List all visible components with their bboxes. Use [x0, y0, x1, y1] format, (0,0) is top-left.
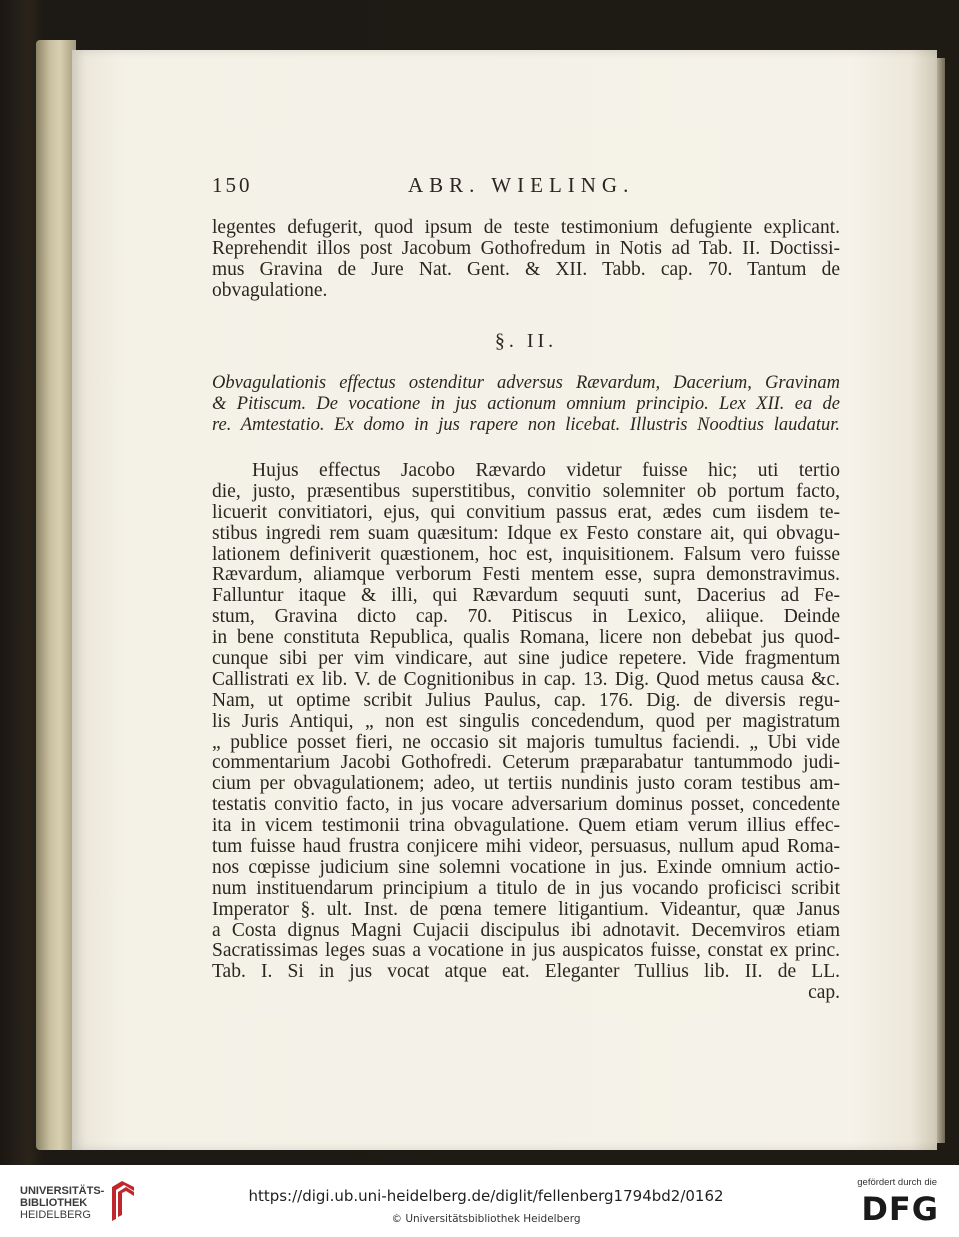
library-logo[interactable]	[20, 1185, 104, 1221]
text-line: die, justo, præsentibus superstitibus, convitio solemniter ob portum facto,	[212, 480, 840, 502]
section-summary	[212, 373, 840, 436]
text-line: testatis convitio facto, in jus vocare adversarium dominus posset, concedente	[212, 794, 840, 816]
page-fore-edge	[937, 58, 945, 1143]
text-line: legentes defugerit, quod ipsum de teste testimonium defugiente explicant.	[212, 217, 840, 238]
summary-line: re. Amtestatio. Ex domo in jus rapere non licebat. Illustris Noodtius laudatur.	[212, 414, 840, 435]
dfg-logo[interactable]: DFG	[861, 1190, 939, 1228]
text-line: num instituendarum principium a titulo de in jus vocando proficisci scribit	[212, 877, 840, 899]
body-paragraph	[212, 461, 840, 1004]
book-spine-edge	[36, 40, 76, 1150]
text-line: cium per obvagulationem; adeo, ut tertiis nundinis justo coram testibus am-	[212, 773, 840, 795]
text-line: a Costa dignus Magni Cujacii discipulus ibi adnotavit. Decemviros etiam	[212, 919, 840, 941]
text-line: Tab. I. Si in jus vocat atque eat. Eleganter Tullius lib. II. de LL.	[212, 961, 840, 983]
text-line: stibus ingredi rem suam quæsitum: Idque ex Festo constare ait, qui obvagu-	[212, 522, 840, 544]
text-line: nos cœpisse judicium sine solemni vocatione in jus. Exinde omnium actio-	[212, 856, 840, 878]
library-name-line3: HEIDELBERG	[20, 1209, 91, 1221]
text-line: licuerit convitiatori, ejus, qui convitium passus erat, ædes cum iisdem te-	[212, 501, 840, 523]
section-heading: §. II.	[494, 330, 558, 352]
text-line: cunque sibi per vim vindicare, aut sine judice repetere. Vide fragmentum	[212, 648, 840, 670]
library-name-line1: UNIVERSITÄTS-	[20, 1185, 105, 1197]
text-line: obvagulatione.	[212, 279, 328, 301]
text-line: Hujus effectus Jacobo Rævardo videtur fuisse hic; uti tertio	[252, 460, 840, 481]
text-line: Imperator §. ult. Inst. de pœna temere litigantium. Videantur, quæ Janus	[212, 898, 840, 920]
text-line: Falluntur itaque & illi, qui Rævardum sequuti sunt, Dacerius ad Fe-	[212, 585, 840, 607]
permalink-url[interactable]: https://digi.ub.uni-heidelberg.de/diglit/fellenberg1794bd2/0162	[248, 1187, 724, 1205]
summary-line: & Pitiscum. De vocatione in jus actionum omnium principio. Lex XII. ea de	[212, 393, 840, 414]
text-line: Nam, ut optime scribit Julius Paulus, cap. 176. Dig. de diversis regu-	[212, 689, 840, 711]
library-name-line2: BIBLIOTHEK	[20, 1197, 88, 1209]
library-emblem-icon	[110, 1179, 136, 1223]
text-line: in bene constituta Republica, qualis Romana, licere non debebat jus quod-	[212, 627, 840, 649]
viewer-footer	[0, 1165, 959, 1237]
text-line: Callistrati ex lib. V. de Cognitionibus in cap. 13. Dig. Quod metus causa &c.	[212, 668, 840, 690]
copyright-notice: © Universitätsbibliothek Heidelberg	[391, 1213, 581, 1225]
funder-note: gefördert durch die	[857, 1177, 937, 1188]
text-line: lationem definiverit quæstionem, hoc est, inquisitionem. Falsum vero fuisse	[212, 543, 840, 565]
summary-line: Obvagulationis effectus ostenditur adversus Rævardum, Dacerium, Gravinam	[212, 373, 840, 393]
catchword: cap.	[808, 982, 840, 1004]
intro-paragraph	[212, 218, 840, 302]
text-line: stum, Gravina dicto cap. 70. Pitiscus in Lexico, aliique. Deinde	[212, 606, 840, 628]
text-line: Sacratissimas leges suas a vocatione in jus auspicatos fuisse, constat ex princ.	[212, 940, 840, 962]
text-line: Reprehendit illos post Jacobum Gothofredum in Notis ad Tab. II. Doctissi-	[212, 237, 840, 259]
text-line: tum fuisse haud frustra conjicere mihi videor, persuasus, nullum apud Roma-	[212, 836, 840, 858]
running-title: ABR. WIELING.	[408, 173, 635, 197]
text-line: „ publice posset fieri, ne occasio sit majoris tumultus faciendi. „ Ubi vide	[212, 731, 840, 753]
text-line: commentarium Jacobi Gothofredi. Ceterum præparabatur tantummodo judi-	[212, 752, 840, 774]
page-number: 150	[212, 173, 253, 197]
running-head	[212, 173, 840, 199]
text-line: Rævardum, aliamque verborum Festi mentem esse, supra demonstravimus.	[212, 564, 840, 586]
text-line: ita in vicem testimonii trina obvagulatione. Quem etiam verum illius effec-	[212, 815, 840, 837]
text-line: mus Gravina de Jure Nat. Gent. & XII. Tabb. cap. 70. Tantum de	[212, 258, 840, 280]
text-line: lis Juris Antiqui, „ non est singulis concedendum, quod per magistratum	[212, 710, 840, 732]
